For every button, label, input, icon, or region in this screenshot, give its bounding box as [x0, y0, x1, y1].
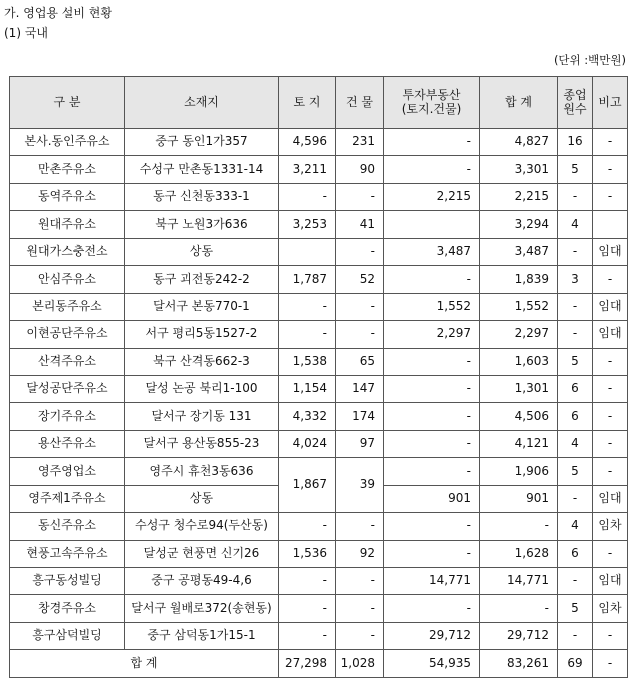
facility-name: 본사.동인주유소	[10, 129, 125, 156]
facility-location: 북구 노원3가636	[125, 211, 279, 238]
total-value: 1,552	[480, 293, 558, 320]
facility-location: 중구 공평동49-4,6	[125, 568, 279, 595]
facility-name: 창경주유소	[10, 595, 125, 622]
staff-count: 16	[558, 129, 593, 156]
land-value: 4,024	[279, 430, 336, 457]
facility-location: 상동	[125, 238, 279, 265]
facility-location: 달서구 용산동855-23	[125, 430, 279, 457]
building-value: -	[336, 183, 384, 210]
building-value: 65	[336, 348, 384, 375]
building-value: -	[336, 293, 384, 320]
section-subtitle: (1) 국내	[4, 26, 48, 40]
facility-location: 달서구 본동770-1	[125, 293, 279, 320]
facility-name: 용산주유소	[10, 430, 125, 457]
facility-table	[9, 76, 628, 678]
staff-count: 6	[558, 540, 593, 567]
building-value: 90	[336, 156, 384, 183]
staff-count: 6	[558, 403, 593, 430]
total-label: 합 계	[10, 650, 279, 678]
facility-location: 달서구 장기동 131	[125, 403, 279, 430]
facility-location: 동구 신천동333-1	[125, 183, 279, 210]
total-value: 4,506	[480, 403, 558, 430]
table-row	[10, 595, 628, 622]
total-value: 1,603	[480, 348, 558, 375]
investment-value: -	[384, 513, 480, 540]
note-value: -	[593, 458, 628, 485]
facility-name: 동역주유소	[10, 183, 125, 210]
facility-location: 영주시 휴천3동636	[125, 458, 279, 485]
land-value: -	[279, 183, 336, 210]
table-row	[10, 348, 628, 375]
investment-value: 29,712	[384, 622, 480, 649]
table-row	[10, 403, 628, 430]
total-value: 3,301	[480, 156, 558, 183]
table-row	[10, 293, 628, 320]
total-value: 29,712	[480, 622, 558, 649]
total-value: -	[480, 595, 558, 622]
land-value	[279, 238, 336, 265]
facility-name: 영주영업소	[10, 458, 125, 485]
land-value: -	[279, 622, 336, 649]
building-value: 92	[336, 540, 384, 567]
table-row	[10, 129, 628, 156]
staff-count: -	[558, 238, 593, 265]
facility-location: 달서구 월배로372(송현동)	[125, 595, 279, 622]
note-value: -	[593, 403, 628, 430]
investment-value: -	[384, 129, 480, 156]
total-building: 1,028	[336, 650, 384, 678]
staff-count: 4	[558, 430, 593, 457]
table-row	[10, 211, 628, 238]
facility-name: 장기주유소	[10, 403, 125, 430]
investment-value: -	[384, 156, 480, 183]
investment-value: -	[384, 430, 480, 457]
facility-name: 현풍고속주유소	[10, 540, 125, 567]
investment-value: 2,297	[384, 321, 480, 348]
facility-location: 서구 평리5동1527-2	[125, 321, 279, 348]
facility-location: 상동	[125, 485, 279, 512]
facility-name: 안심주유소	[10, 266, 125, 293]
staff-count: 5	[558, 458, 593, 485]
building-value: -	[336, 321, 384, 348]
note-value: -	[593, 622, 628, 649]
staff-count: -	[558, 485, 593, 512]
building-value: 147	[336, 375, 384, 402]
col-header-staff-line2: 원수	[563, 101, 587, 116]
staff-count: 6	[558, 375, 593, 402]
investment-value: 2,215	[384, 183, 480, 210]
staff-count: -	[558, 293, 593, 320]
staff-count: -	[558, 568, 593, 595]
table-row	[10, 430, 628, 457]
note-value: 임차	[593, 513, 628, 540]
land-value: 1,867	[279, 458, 336, 513]
total-land: 27,298	[279, 650, 336, 678]
facility-location: 중구 동인1가357	[125, 129, 279, 156]
investment-value: 14,771	[384, 568, 480, 595]
investment-value: -	[384, 266, 480, 293]
note-value: -	[593, 430, 628, 457]
note-value: -	[593, 375, 628, 402]
note-value: 임대	[593, 485, 628, 512]
building-value: 39	[336, 458, 384, 513]
col-header-gubun: 구 분	[10, 77, 125, 129]
investment-value: -	[384, 375, 480, 402]
total-value: 4,827	[480, 129, 558, 156]
total-value: -	[480, 513, 558, 540]
col-header-investment	[384, 77, 480, 129]
staff-count: 5	[558, 595, 593, 622]
unit-label: (단위 :백만원)	[553, 53, 626, 67]
facility-name: 흥구동성빌딩	[10, 568, 125, 595]
total-row	[10, 650, 628, 678]
land-value: -	[279, 595, 336, 622]
building-value: -	[336, 622, 384, 649]
note-value: -	[593, 129, 628, 156]
facility-name: 동신주유소	[10, 513, 125, 540]
staff-count: 4	[558, 513, 593, 540]
land-value: 1,787	[279, 266, 336, 293]
col-header-building: 건 물	[336, 77, 384, 129]
facility-location: 수성구 만촌동1331-14	[125, 156, 279, 183]
table-row	[10, 238, 628, 265]
land-value: 3,253	[279, 211, 336, 238]
note-value: -	[593, 348, 628, 375]
investment-value: -	[384, 458, 480, 485]
investment-value: 1,552	[384, 293, 480, 320]
building-value: 41	[336, 211, 384, 238]
note-value: -	[593, 540, 628, 567]
total-value: 2,297	[480, 321, 558, 348]
total-staff: 69	[558, 650, 593, 678]
land-value: 3,211	[279, 156, 336, 183]
investment-value: -	[384, 540, 480, 567]
table-row	[10, 568, 628, 595]
note-value: -	[593, 266, 628, 293]
col-header-investment-line1: 투자부동산	[402, 87, 461, 102]
facility-location: 동구 괴전동242-2	[125, 266, 279, 293]
facility-name: 이현공단주유소	[10, 321, 125, 348]
building-value: -	[336, 513, 384, 540]
col-header-total: 합 계	[480, 77, 558, 129]
facility-name: 원대주유소	[10, 211, 125, 238]
table-row	[10, 540, 628, 567]
land-value: 4,332	[279, 403, 336, 430]
facility-name: 달성공단주유소	[10, 375, 125, 402]
table-row	[10, 156, 628, 183]
table-row	[10, 622, 628, 649]
col-header-location: 소재지	[125, 77, 279, 129]
land-value: 1,538	[279, 348, 336, 375]
total-sum: 83,261	[480, 650, 558, 678]
total-value: 4,121	[480, 430, 558, 457]
col-header-note: 비고	[593, 77, 628, 129]
staff-count: 5	[558, 348, 593, 375]
col-header-land: 토 지	[279, 77, 336, 129]
header-row	[10, 77, 628, 129]
facility-location: 중구 삼덕동1가15-1	[125, 622, 279, 649]
table-row	[10, 458, 628, 485]
investment-value	[384, 211, 480, 238]
note-value: -	[593, 183, 628, 210]
table-row	[10, 321, 628, 348]
land-value: -	[279, 513, 336, 540]
staff-count: 5	[558, 156, 593, 183]
facility-name: 흥구삼덕빌딩	[10, 622, 125, 649]
facility-name: 영주제1주유소	[10, 485, 125, 512]
building-value: -	[336, 595, 384, 622]
total-value: 1,839	[480, 266, 558, 293]
investment-value: -	[384, 348, 480, 375]
note-value: 임대	[593, 238, 628, 265]
table-row	[10, 375, 628, 402]
col-header-staff	[558, 77, 593, 129]
investment-value: -	[384, 595, 480, 622]
investment-value: -	[384, 403, 480, 430]
note-value: 임대	[593, 568, 628, 595]
land-value: 1,536	[279, 540, 336, 567]
staff-count: -	[558, 183, 593, 210]
table-row	[10, 266, 628, 293]
col-header-investment-line2: (토지.건물)	[401, 101, 462, 116]
col-header-staff-line1: 종업	[563, 87, 587, 102]
building-value: 97	[336, 430, 384, 457]
facility-location: 달성 논공 북리1-100	[125, 375, 279, 402]
total-value: 901	[480, 485, 558, 512]
facility-name: 원대가스충전소	[10, 238, 125, 265]
land-value: 4,596	[279, 129, 336, 156]
staff-count: 3	[558, 266, 593, 293]
land-value: -	[279, 293, 336, 320]
facility-name: 본리동주유소	[10, 293, 125, 320]
land-value: 1,154	[279, 375, 336, 402]
section-title: 가. 영업용 설비 현황	[4, 6, 112, 20]
staff-count: -	[558, 622, 593, 649]
total-value: 1,906	[480, 458, 558, 485]
total-value: 3,294	[480, 211, 558, 238]
total-value: 14,771	[480, 568, 558, 595]
note-value: 임대	[593, 321, 628, 348]
staff-count: -	[558, 321, 593, 348]
facility-location: 북구 산격동662-3	[125, 348, 279, 375]
land-value: -	[279, 568, 336, 595]
investment-value: 3,487	[384, 238, 480, 265]
building-value: -	[336, 238, 384, 265]
land-value: -	[279, 321, 336, 348]
building-value: 52	[336, 266, 384, 293]
investment-value: 901	[384, 485, 480, 512]
table-row	[10, 513, 628, 540]
total-investment: 54,935	[384, 650, 480, 678]
building-value: -	[336, 568, 384, 595]
total-value: 1,301	[480, 375, 558, 402]
staff-count: 4	[558, 211, 593, 238]
note-value: -	[593, 156, 628, 183]
note-value: 임차	[593, 595, 628, 622]
total-value: 1,628	[480, 540, 558, 567]
facility-location: 수성구 청수로94(두산동)	[125, 513, 279, 540]
building-value: 174	[336, 403, 384, 430]
note-value: 임대	[593, 293, 628, 320]
table-row	[10, 183, 628, 210]
facility-location: 달성군 현풍면 신기26	[125, 540, 279, 567]
note-value	[593, 211, 628, 238]
total-value: 3,487	[480, 238, 558, 265]
facility-name: 산격주유소	[10, 348, 125, 375]
building-value: 231	[336, 129, 384, 156]
total-note: -	[593, 650, 628, 678]
facility-name: 만촌주유소	[10, 156, 125, 183]
total-value: 2,215	[480, 183, 558, 210]
